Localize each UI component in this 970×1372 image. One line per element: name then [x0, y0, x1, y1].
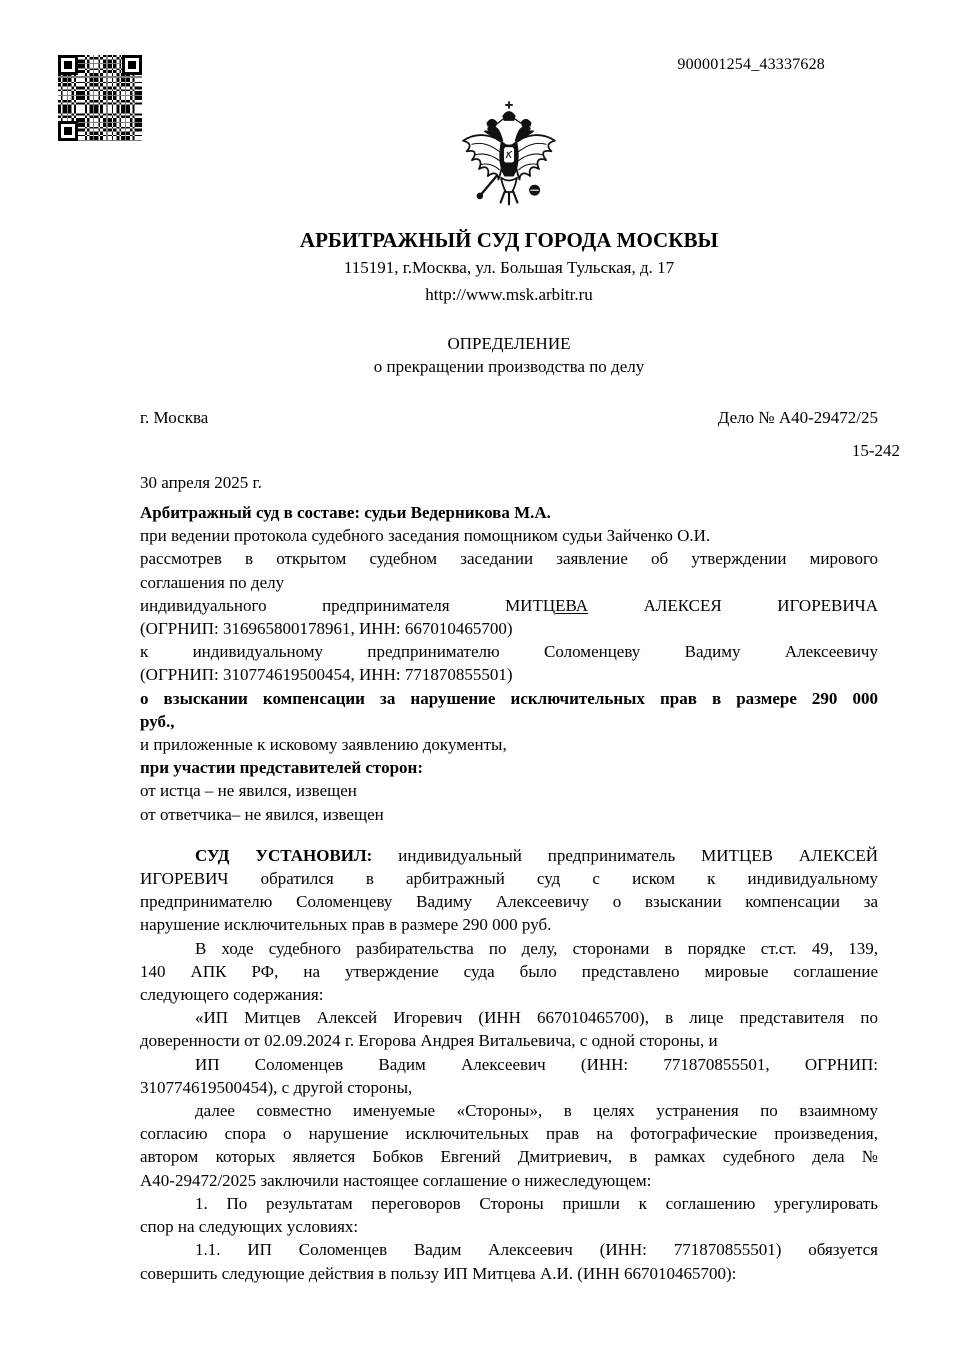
body-line: согласию спора о нарушение исключительных прав на фотографические произведения, [140, 1124, 878, 1144]
body-line: автором которых является Бобков Евгений Дмитриевич, в рамках судебного дела № [140, 1147, 878, 1167]
body-line-clause-1-1: 1.1. ИП Соломенцев Вадим Алексеевич (ИНН: 771870855501) обязуется [195, 1240, 878, 1260]
document-content [140, 0, 900, 1285]
body-line: доверенности от 02.09.2024 г. Егорова Андрея Витальевича, с одной стороны, и [140, 1031, 718, 1051]
document-body [140, 501, 878, 1285]
case-date: 30 апреля 2025 г. [140, 473, 262, 492]
body-line: В ходе судебного разбирательства по делу, сторонами в порядке ст.ст. 49, 139, [195, 938, 878, 958]
body-line-plaintiff-ids: (ОГРНИП: 316965800178961, ИНН: 667010465700) [140, 619, 513, 639]
body-text-segment: АЛЕКСЕЯ ИГОРЕВИЧА [643, 595, 878, 615]
body-line: А40-29472/2025 заключили настоящее соглашение о нижеследующем: [140, 1170, 652, 1190]
body-text-segment-underlined: ЕВА [555, 595, 589, 615]
body-line-defendant-ids: (ОГРНИП: 310774619500454, ИНН: 771870855501) [140, 665, 513, 685]
body-line-court-composition: Арбитражный суд в составе: судьи Ведерникова М.А. [140, 503, 551, 522]
case-code: 15-242 [851, 441, 900, 460]
body-line: при ведении протокола судебного заседания помощником судьи Зайченко О.И. [140, 526, 711, 546]
body-line-claim: руб., [140, 711, 175, 731]
body-line-defendant: к индивидуальному предпринимателю Соломенцеву Вадиму Алексеевичу [140, 642, 878, 662]
coat-of-arms-eagle-icon [456, 99, 562, 216]
body-text-segment: индивидуальный предприниматель МИТЦЕВ АЛЕКСЕЙ [398, 845, 879, 865]
body-line: рассмотрев в открытом судебном заседании заявление об утверждении мирового [140, 549, 878, 569]
body-line: ИГОРЕВИЧ обратился в арбитражный суд с иском к индивидуальному [140, 869, 878, 889]
body-line: нарушение исключительных прав в размере 290 000 руб. [140, 915, 552, 935]
body-line-clause-1: 1. По результатам переговоров Стороны пришли к соглашению урегулировать [195, 1193, 878, 1213]
body-line: предпринимателю Соломенцеву Вадиму Алексеевичу о взыскании компенсации за [140, 892, 878, 912]
body-line-claim: о взыскании компенсации за нарушение исключительных прав в размере 290 000 [140, 688, 878, 708]
qr-finder-top-right [122, 55, 142, 75]
body-line: спор на следующих условиях: [140, 1217, 359, 1237]
body-line: соглашения по делу [140, 572, 285, 592]
case-number: Дело № А40-29472/25 [717, 408, 878, 427]
qr-finder-bottom-left [58, 121, 78, 141]
body-line-agreement-party-2: ИП Соломенцев Вадим Алексеевич (ИНН: 771870855501, ОГРНИП: [195, 1054, 878, 1074]
qr-finder-top-left [58, 55, 78, 75]
body-line: далее совместно именуемые «Стороны», в целях устранения по взаимному [195, 1101, 878, 1121]
court-name: АРБИТРАЖНЫЙ СУД ГОРОДА МОСКВЫ [299, 228, 719, 252]
body-line-court-established [140, 844, 878, 867]
document-number: 900001254_43337628 [677, 56, 825, 73]
body-line-plaintiff-presence: от истца – не явился, извещен [140, 781, 357, 801]
body-line: следующего содержания: [140, 985, 324, 1005]
body-line-defendant-presence: от ответчика– не явился, извещен [140, 804, 384, 824]
body-line: и приложенные к исковому заявлению документы, [140, 735, 507, 755]
body-line: совершить следующие действия в пользу ИП Митцева А.И. (ИНН 667010465700): [140, 1263, 737, 1283]
case-code-row [140, 439, 900, 462]
qr-code-icon [58, 55, 142, 141]
court-established-label: СУД УСТАНОВИЛ: [195, 845, 373, 865]
body-line-agreement-party-1: «ИП Митцев Алексей Игоревич (ИНН 667010465700), в лице представителя по [195, 1008, 878, 1028]
case-info-row [140, 406, 878, 429]
body-text-segment: индивидуального предпринимателя МИТЦ [140, 595, 556, 615]
court-website: http://www.msk.arbitr.ru [425, 285, 593, 304]
case-city: г. Москва [140, 408, 209, 427]
body-line: 310774619500454), с другой стороны, [140, 1077, 413, 1097]
body-line: 140 АПК РФ, на утверждение суда было представлено мировые соглашение [140, 961, 878, 981]
body-line-plaintiff [140, 594, 878, 617]
body-line-representatives-header: при участии представителей сторон: [140, 758, 423, 778]
document-type-title: ОПРЕДЕЛЕНИЕ [447, 334, 571, 353]
document-subtitle: о прекращении производства по делу [373, 357, 645, 376]
court-address: 115191, г.Москва, ул. Большая Тульская, д. 17 [343, 258, 675, 277]
